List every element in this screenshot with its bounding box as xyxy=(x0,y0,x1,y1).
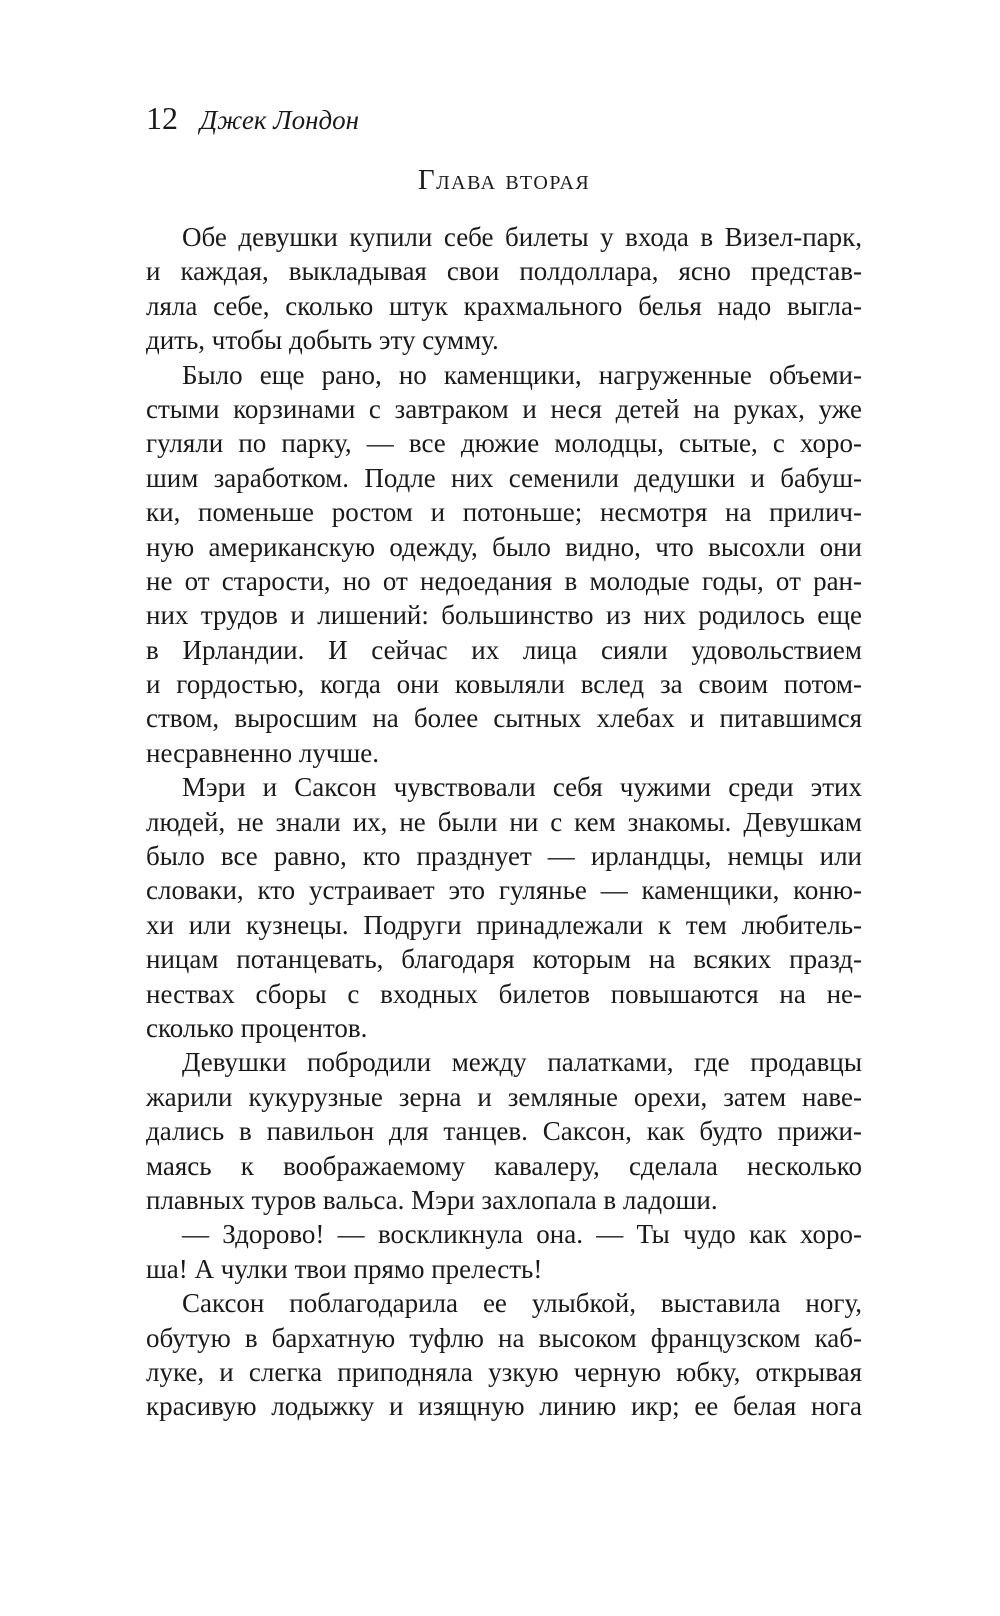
text-line: маясь к воображаемому кавалеру, сделала несколько xyxy=(146,1150,862,1181)
text-line: хи или кузнецы. Подруги принадлежали к тем любитель- xyxy=(146,909,862,940)
text-line: словаки, кто устраивает это гулянье — каменщики, коню- xyxy=(146,875,862,906)
text-line: жарили кукурузные зерна и земляные орехи, затем наве- xyxy=(146,1081,862,1112)
text-line: Саксон поблагодарила ее улыбкой, выставила ногу, xyxy=(182,1288,862,1319)
text-line: несравненно лучше. xyxy=(146,737,379,768)
chapter-title: Глава вторая xyxy=(417,164,591,196)
text-line: — Здорово! — воскликнула она. — Ты чудо как хоро- xyxy=(182,1219,862,1250)
text-line: обутую в бархатную туфлю на высоком французском каб- xyxy=(146,1322,862,1353)
running-head xyxy=(146,98,359,140)
text-line: ки, поменьше ростом и потоньше; несмотря на прилич- xyxy=(146,497,862,528)
text-line: ную американскую одежду, было видно, что высохли они xyxy=(146,531,862,562)
text-line: гуляли по парку, — все дюжие молодцы, сытые, с хоро- xyxy=(146,428,862,459)
text-line: луке, и слегка приподняла узкую черную юбку, открывая xyxy=(146,1356,862,1387)
text-line: ством, выросшим на более сытных хлебах и питавшимся xyxy=(146,703,862,734)
text-line: нествах сборы с входных билетов повышаются на не- xyxy=(146,978,862,1009)
text-line: не от старости, но от недоедания в молодые годы, от ран- xyxy=(146,565,862,596)
text-line: дить, чтобы добыть эту сумму. xyxy=(146,325,499,356)
text-line: Девушки побродили между палатками, где продавцы xyxy=(182,1047,862,1078)
text-line: плавных туров вальса. Мэри захлопала в ладоши. xyxy=(146,1184,718,1215)
text-line: дались в павильон для танцев. Саксон, как будто прижи- xyxy=(146,1116,862,1147)
text-line: ницам потанцевать, благодаря которым на всяких празд- xyxy=(146,944,862,975)
text-line: стыми корзинами с завтраком и неся детей на руках, уже xyxy=(146,393,862,424)
text-line: было все равно, кто празднует — ирландцы, немцы или xyxy=(146,841,862,872)
body-text xyxy=(146,220,862,1424)
text-line: в Ирландии. И сейчас их лица сияли удовольствием xyxy=(146,634,862,665)
page-number: 12 xyxy=(146,100,178,136)
text-line: людей, не знали их, не были ни с кем знакомы. Девушкам xyxy=(146,806,862,837)
text-line: ляла себе, сколько штук крахмального белья надо выгла- xyxy=(146,290,862,321)
text-line: сколько процентов. xyxy=(146,1012,368,1043)
text-line: Обе девушки купили себе билеты у входа в Визел-парк, xyxy=(182,222,862,252)
text-line: Было еще рано, но каменщики, нагруженные объеми- xyxy=(182,359,862,390)
text-line: и гордостью, когда они ковыляли вслед за своим потом- xyxy=(146,669,862,700)
book-author: Джек Лондон xyxy=(200,105,360,135)
text-line: красивую лодыжку и изящную линию икр; ее белая нога xyxy=(146,1391,862,1422)
text-line: Мэри и Саксон чувствовали себя чужими среди этих xyxy=(182,772,862,803)
text-line: шим заработком. Подле них семенили дедушки и бабуш- xyxy=(146,462,862,493)
text-line: них трудов и лишений: большинство из них родилось еще xyxy=(146,600,862,631)
text-line: и каждая, выкладывая свои полдоллара, ясно представ- xyxy=(146,256,862,287)
text-line: ша! А чулки твои прямо прелесть! xyxy=(146,1253,543,1284)
